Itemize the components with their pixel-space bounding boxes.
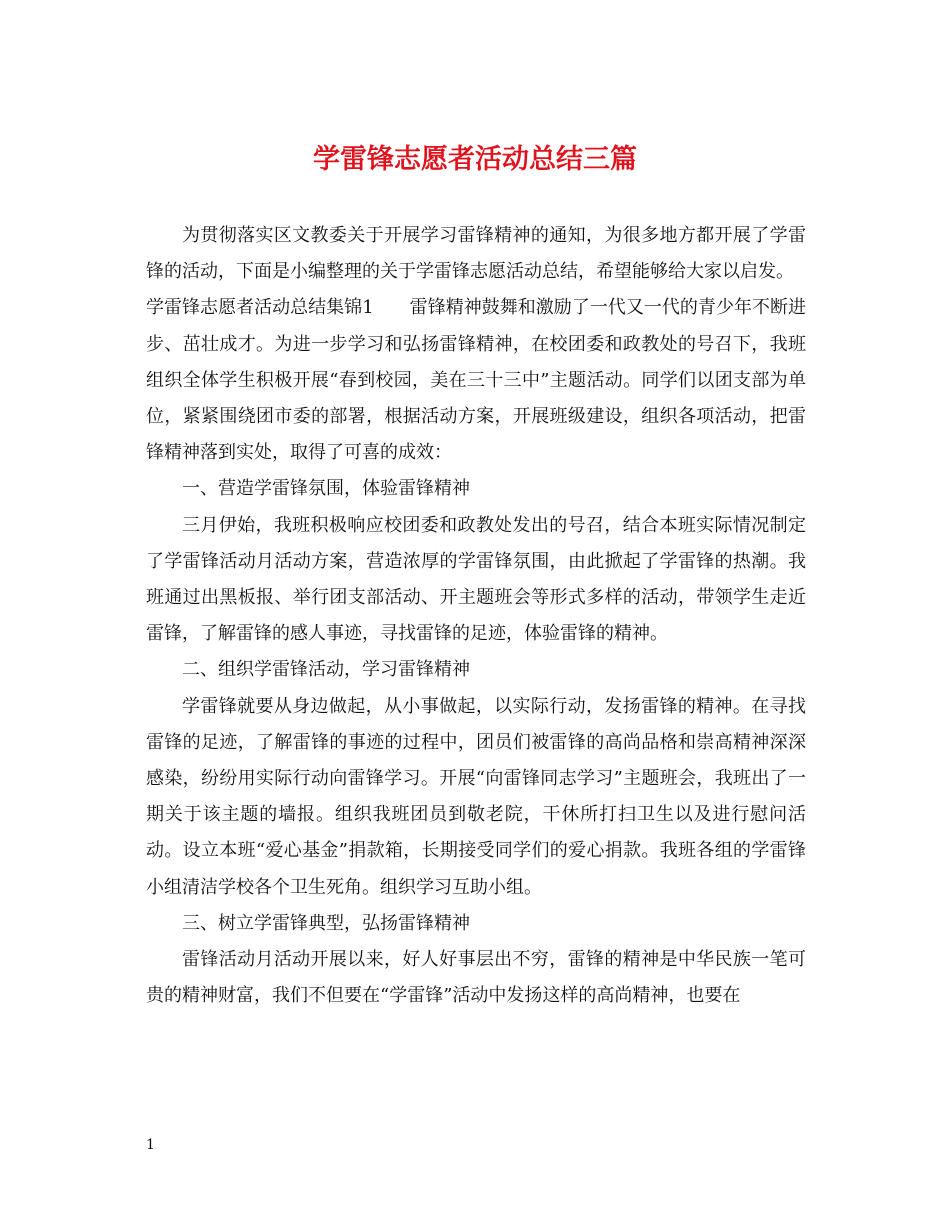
page-title: 学雷锋志愿者活动总结三篇 [313,144,637,175]
body-paragraph-2: 学雷锋就要从身边做起，从小事做起，以实际行动，发扬雷锋的精神。在寻找雷锋的足迹，了解雷锋的事迹的过程中，团员们被雷锋的高尚品格和崇高精神深深感染，纷纷用实际行动向雷锋学习。开展“向雷锋同志学习”主题班会，我班出了一期关于该主题的墙报。组织我班团员到敬老院，干休所打扫卫生以及进行慰问活动。设立本班“爱心基金”捐款箱，长期接受同学们的爱心捐款。我班各组的学雷锋小组清洁学校各个卫生死角。组织学习互助小组。 [146,695,806,898]
body-paragraph-3: 雷锋活动月活动开展以来，好人好事层出不穷，雷锋的精神是中华民族一笔可贵的精神财富，我们不但要在“学雷锋”活动中发扬这样的高尚精神，也要在 [146,949,806,1007]
section-paragraph [146,290,806,471]
page-number: 1 [146,1137,155,1153]
inline-heading: 学雷锋志愿者活动总结集锦1 [146,297,374,319]
section-heading-1: 一、营造学雷锋氛围，体验雷锋精神 [182,478,470,500]
body-paragraph-1: 三月伊始，我班积极响应校团委和政教处发出的号召，结合本班实际情况制定了学雷锋活动月活动方案，营造浓厚的学雷锋氛围，由此掀起了学雷锋的热潮。我班通过出黑板报、举行团支部活动、开主题班会等形式多样的活动，带领学生走近雷锋，了解雷锋的感人事迹，寻找雷锋的足迹，体验雷锋的精神。 [146,514,806,645]
section-heading-3: 三、树立学雷锋典型，弘扬雷锋精神 [182,912,470,934]
document-body [146,218,806,1014]
section-heading-2: 二、组织学雷锋活动，学习雷锋精神 [182,659,470,681]
section-text: 雷锋精神鼓舞和激励了一代又一代的青少年不断进步、茁壮成才。为进一步学习和弘扬雷锋精神，在校团委和政教处的号召下，我班组织全体学生积极开展“春到校园，美在三十三中”主题活动。同学们以团支部为单位，紧紧围绕团市委的部署，根据活动方案，开展班级建设，组织各项活动，把雷锋精神落到实处，取得了可喜的成效： [146,297,807,464]
intro-paragraph: 为贯彻落实区文教委关于开展学习雷锋精神的通知，为很多地方都开展了学雷锋的活动，下面是小编整理的关于学雷锋志愿活动总结，希望能够给大家以启发。 [146,225,806,283]
